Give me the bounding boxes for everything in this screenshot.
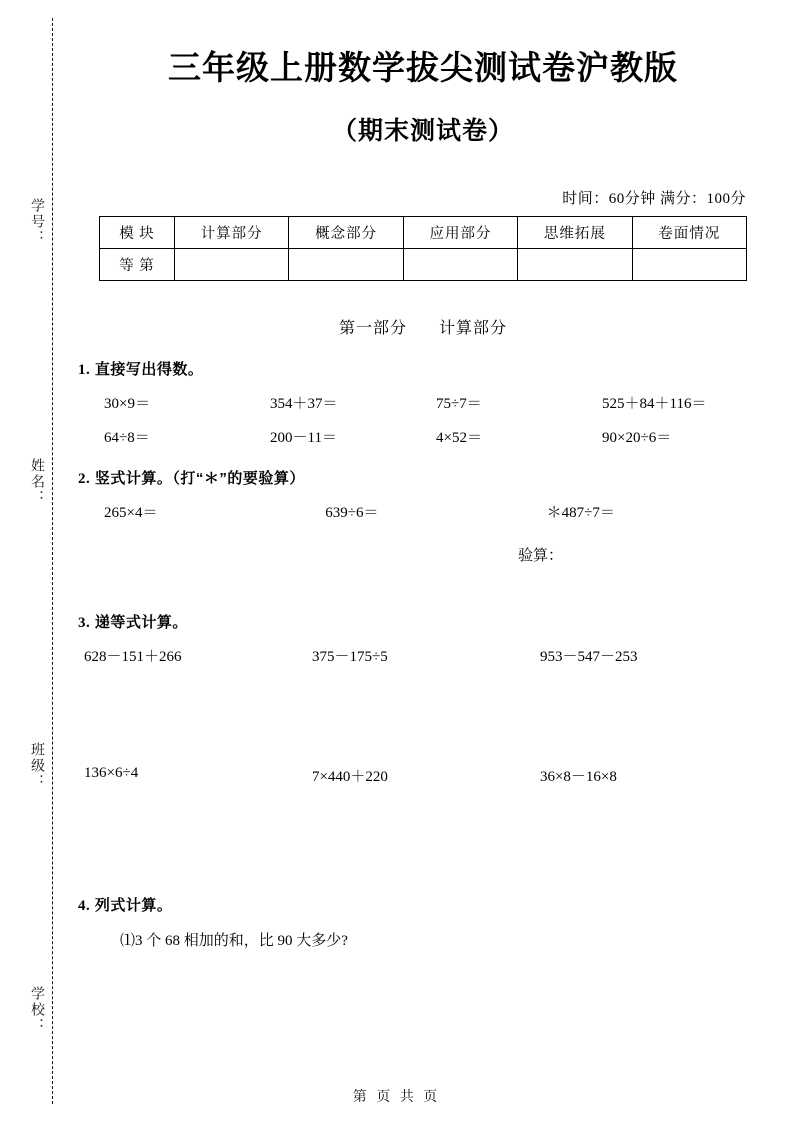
side-label-name: 姓名： <box>29 458 44 506</box>
score-table-label-grade: 等 第 <box>100 249 175 281</box>
page-title: 三年级上册数学拔尖测试卷沪教版 <box>168 49 678 86</box>
question-4-item-1: ⑴3 个 68 相加的和，比 90 大多少? <box>120 933 348 949</box>
section-heading <box>78 315 768 338</box>
question-1-text: 直接写出得数。 <box>94 361 204 378</box>
question-2-number: 2. <box>78 471 91 487</box>
score-table-header-application: 应用部分 <box>403 217 517 249</box>
question-1-row-2 <box>78 426 768 447</box>
question-3-row-2 <box>78 765 768 786</box>
exam-meta: 时间：60分钟 满分：100分 <box>562 191 746 207</box>
score-cell-presentation[interactable] <box>632 249 746 281</box>
question-4-text: 列式计算。 <box>94 897 173 914</box>
expression: 30×9＝ <box>104 396 150 412</box>
expression: 75÷7＝ <box>436 396 482 412</box>
section-name-label: 计算部分 <box>439 320 508 337</box>
question-1-heading <box>78 358 768 379</box>
expression: 36×8－16×8 <box>539 769 617 785</box>
question-3 <box>78 611 768 786</box>
table-row <box>100 249 747 281</box>
score-table-header-module: 模 块 <box>100 217 175 249</box>
score-table-header-calculation: 计算部分 <box>175 217 289 249</box>
question-4-number: 4. <box>78 898 91 914</box>
question-1 <box>78 358 768 447</box>
expression: 953－547－253 <box>539 649 638 665</box>
score-cell-concept[interactable] <box>289 249 403 281</box>
question-3-number: 3. <box>78 615 91 631</box>
work-space-1 <box>78 666 768 752</box>
question-2-verify-label: 验算： <box>518 548 564 564</box>
expression: 4×52＝ <box>436 430 482 446</box>
page-subtitle: （期末测试卷） <box>331 117 514 145</box>
expression: 525＋84＋116＝ <box>602 396 707 412</box>
question-2-heading <box>78 467 768 488</box>
expression: 90×20÷6＝ <box>602 430 672 446</box>
expression: 375－175÷5 <box>311 649 388 665</box>
side-label-school: 学校： <box>29 986 44 1034</box>
question-2 <box>78 467 768 565</box>
score-cell-application[interactable] <box>403 249 517 281</box>
score-table-header-concept: 概念部分 <box>289 217 403 249</box>
expression: ＊487÷7＝ <box>546 505 615 521</box>
side-label-student-number: 学号： <box>29 198 44 246</box>
expression: 7×440＋220 <box>311 769 388 785</box>
expression: 354＋37＝ <box>270 396 338 412</box>
question-4 <box>78 894 768 950</box>
table-row <box>100 217 747 249</box>
score-cell-thinking[interactable] <box>518 249 632 281</box>
question-2-text: 竖式计算。（打“＊”的要验算） <box>94 470 305 487</box>
exam-page <box>78 0 768 1122</box>
expression: 265×4＝ <box>104 505 158 521</box>
fold-line <box>52 18 53 1104</box>
question-3-heading <box>78 611 768 632</box>
question-1-number: 1. <box>78 362 91 378</box>
score-table <box>99 216 747 281</box>
section-part-label: 第一部分 <box>338 320 407 337</box>
question-3-text: 递等式计算。 <box>94 614 188 631</box>
expression: 639÷6＝ <box>325 505 379 521</box>
expression: 136×6÷4 <box>84 765 139 781</box>
score-table-header-thinking: 思维拓展 <box>518 217 632 249</box>
question-4-heading <box>78 894 768 915</box>
page-footer: 第 页 共 页 <box>352 1090 441 1105</box>
side-label-class: 班级： <box>29 742 44 790</box>
expression: 64÷8＝ <box>104 430 150 446</box>
question-1-row-1 <box>78 392 768 413</box>
expression: 200－11＝ <box>270 430 337 446</box>
expression: 628－151＋266 <box>84 649 182 665</box>
question-3-row-1 <box>78 645 768 666</box>
question-2-row-1 <box>78 501 768 522</box>
score-cell-calculation[interactable] <box>175 249 289 281</box>
score-table-header-presentation: 卷面情况 <box>632 217 746 249</box>
